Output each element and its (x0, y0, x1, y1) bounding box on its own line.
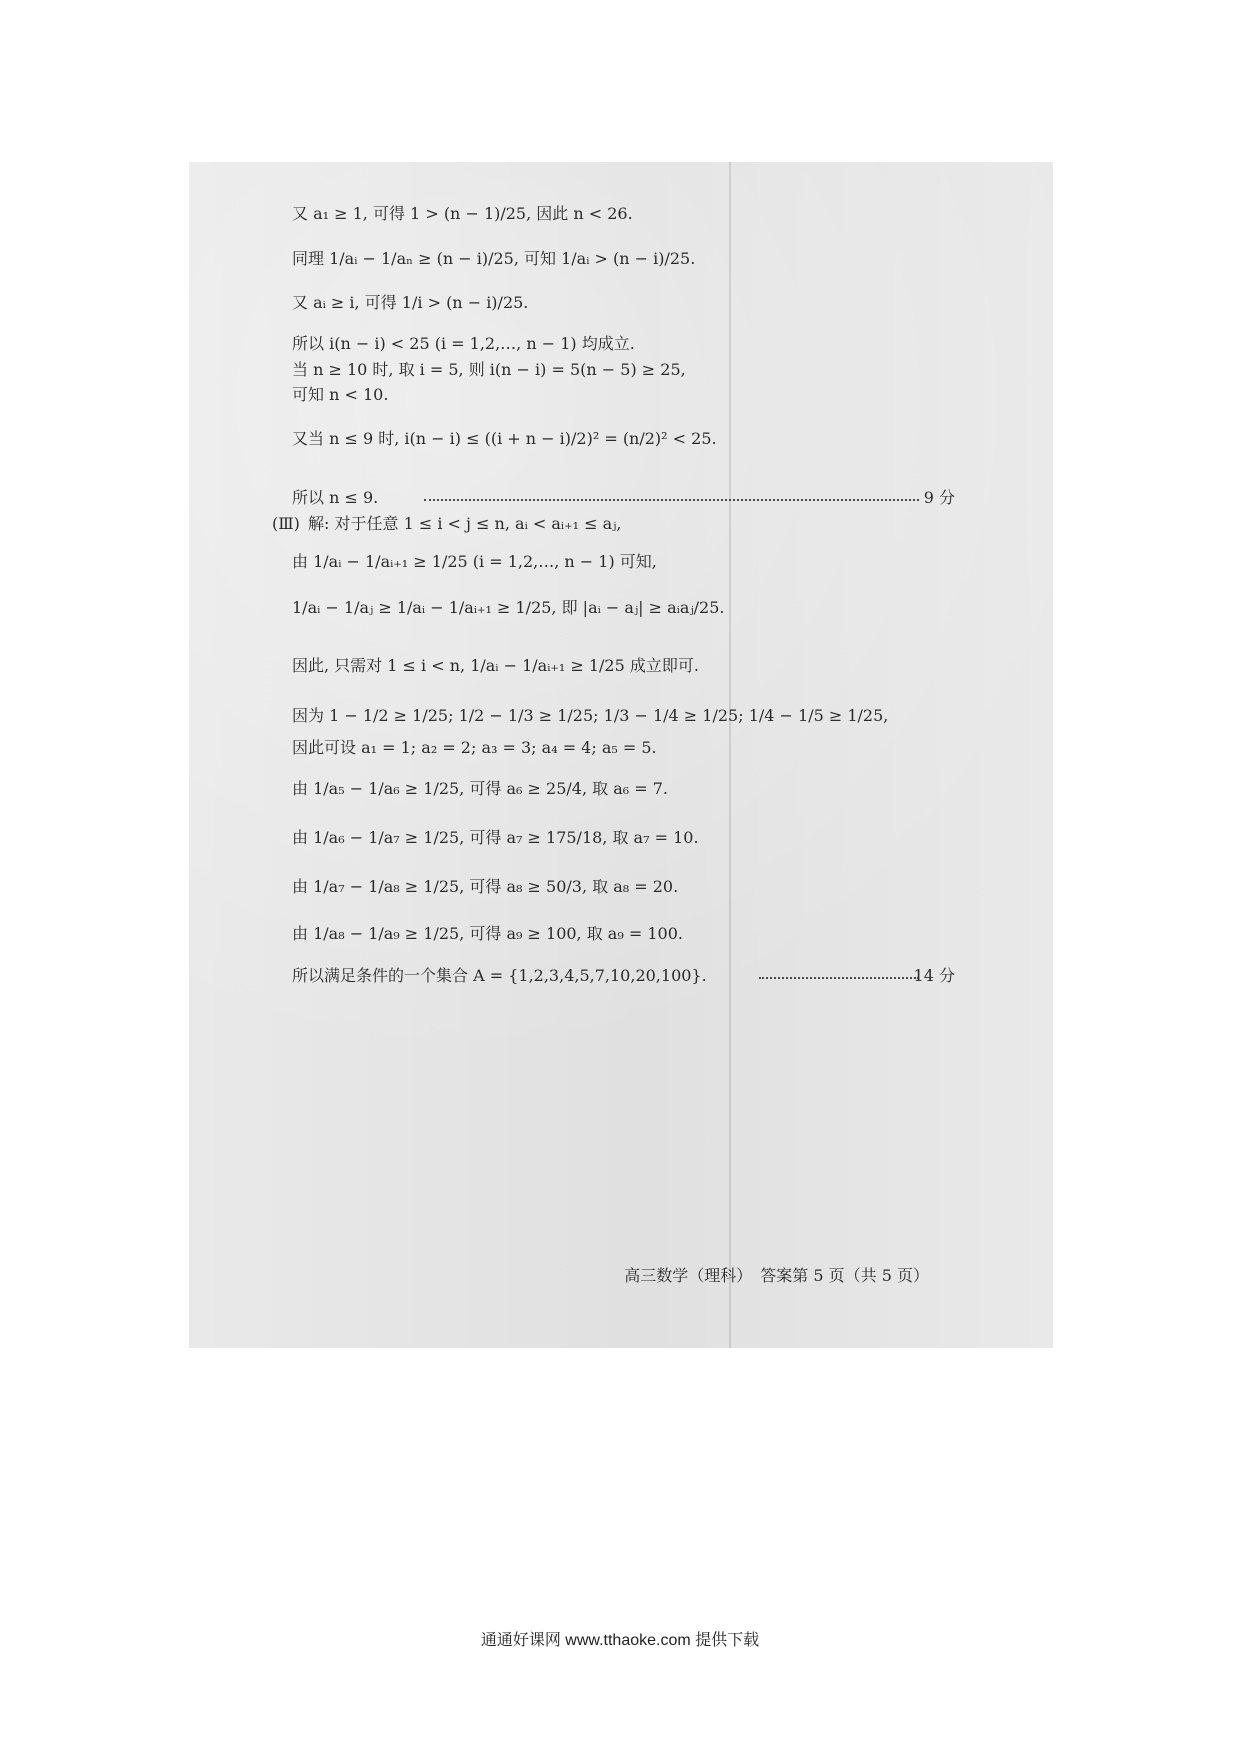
score-14: 14 分 (913, 966, 955, 985)
line-1-text: 又 a₁ ≥ 1, 可得 1 > (n − 1)/25, 因此 n < 26. (292, 204, 633, 223)
page-footer: 高三数学（理科） 答案第 5 页（共 5 页） (624, 1266, 929, 1285)
line-9-text: 解: 对于任意 1 ≤ i < j ≤ n, aᵢ < aᵢ₊₁ ≤ aⱼ, (308, 514, 622, 533)
score-9: 9 分 (923, 488, 955, 507)
line-19-text: 所以满足条件的一个集合 A = {1,2,3,4,5,7,10,20,100}. (292, 966, 707, 985)
line-11-text: 1/aᵢ − 1/aⱼ ≥ 1/aᵢ − 1/aᵢ₊₁ ≥ 1/25, 即 |aᵢ − aⱼ| ≥ aᵢaⱼ/25. (292, 598, 725, 617)
line-14-text: 因此可设 a₁ = 1; a₂ = 2; a₃ = 3; a₄ = 4; a₅ = 5. (292, 738, 657, 757)
site-footer: 通通好课网 www.tthaoke.com 提供下载 (480, 1632, 760, 1649)
page-fold-shadow (729, 162, 731, 1348)
line-17-text: 由 1/a₇ − 1/a₈ ≥ 1/25, 可得 a₈ ≥ 50/3, 取 a₈ = 20. (292, 877, 679, 896)
line-8-text: 所以 n ≤ 9. (292, 488, 379, 507)
scanned-page (189, 162, 1053, 1348)
line-6-text: 可知 n < 10. (292, 385, 389, 404)
line-2-text: 同理 1/aᵢ − 1/aₙ ≥ (n − i)/25, 可知 1/aᵢ > (n − i)/25. (292, 249, 696, 268)
line-3-text: 又 aᵢ ≥ i, 可得 1/i > (n − i)/25. (292, 293, 529, 312)
dot-leader (424, 499, 919, 501)
line-7-text: 又当 n ≤ 9 时, i(n − i) ≤ ((i + n − i)/2)² = (n/2)² < 25. (292, 429, 717, 448)
line-5-text: 当 n ≥ 10 时, 取 i = 5, 则 i(n − i) = 5(n − 5) ≥ 25, (292, 360, 686, 379)
line-12-text: 因此, 只需对 1 ≤ i < n, 1/aᵢ − 1/aᵢ₊₁ ≥ 1/25 成立即可. (292, 656, 699, 675)
line-18-text: 由 1/a₈ − 1/a₉ ≥ 1/25, 可得 a₉ ≥ 100, 取 a₉ = 100. (292, 924, 683, 943)
line-13-text: 因为 1 − 1/2 ≥ 1/25; 1/2 − 1/3 ≥ 1/25; 1/3 − 1/4 ≥ 1/25; 1/4 − 1/5 ≥ 1/25, (292, 706, 889, 725)
dot-leader (759, 977, 919, 979)
line-10-text: 由 1/aᵢ − 1/aᵢ₊₁ ≥ 1/25 (i = 1,2,…, n − 1) 可知, (292, 552, 657, 571)
line-15-text: 由 1/a₅ − 1/a₆ ≥ 1/25, 可得 a₆ ≥ 25/4, 取 a₆ = 7. (292, 779, 668, 798)
line-16-text: 由 1/a₆ − 1/a₇ ≥ 1/25, 可得 a₇ ≥ 175/18, 取 a₇ = 10. (292, 828, 699, 847)
part-three-label: (Ⅲ) (272, 514, 300, 533)
line-4-text: 所以 i(n − i) < 25 (i = 1,2,…, n − 1) 均成立. (292, 334, 635, 353)
